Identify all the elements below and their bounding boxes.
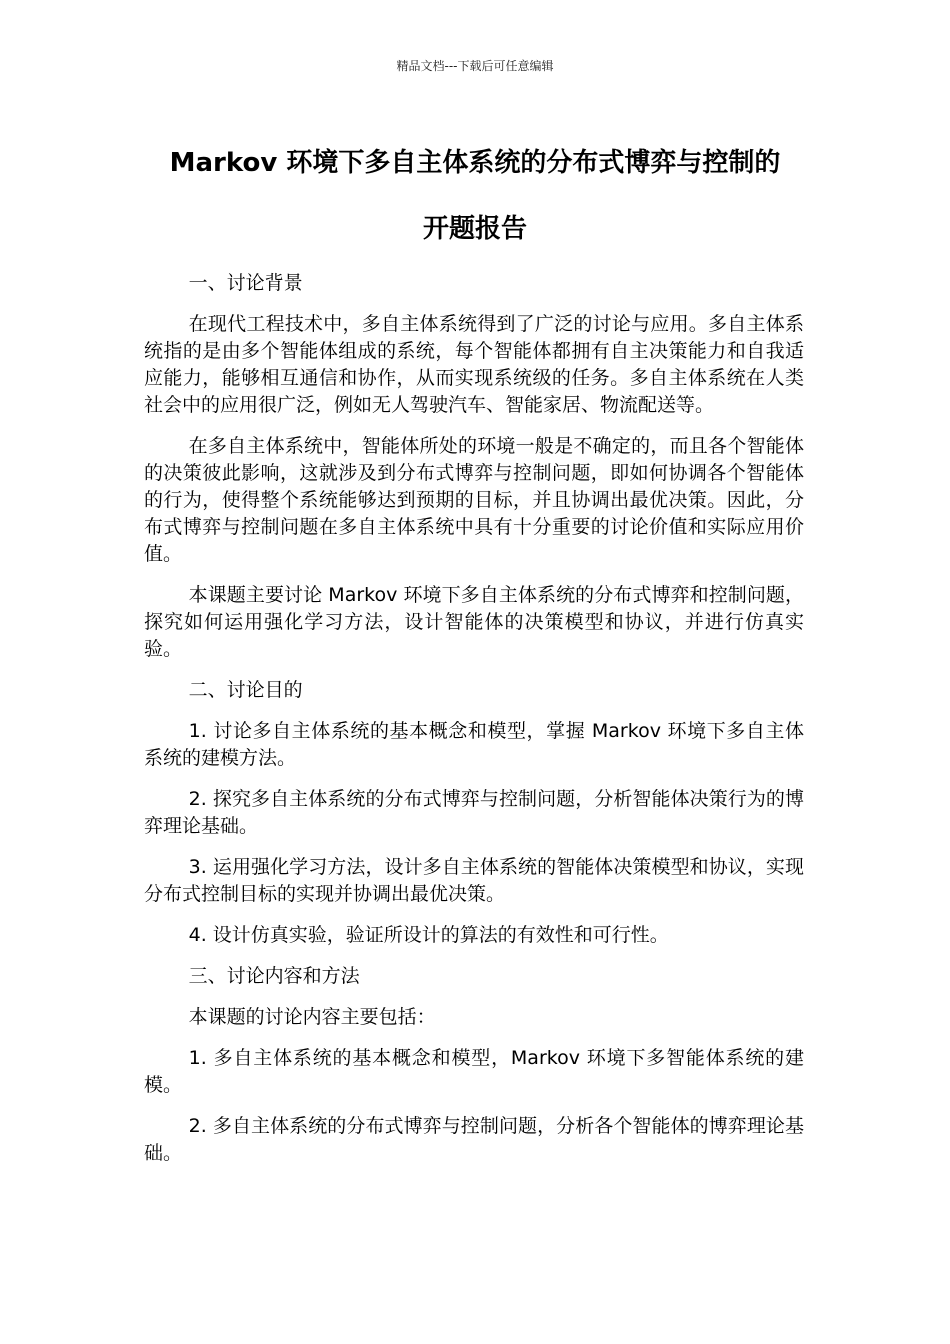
section-heading-content-methods: 三、讨论内容和方法: [188, 965, 360, 987]
purpose-item-3: 3. 运用强化学习方法，设计多自主体系统的智能体决策模型和协议，实现分布式控制目标的实现并协调出最优决策。: [144, 856, 804, 905]
section-heading-purpose: 二、讨论目的: [188, 679, 303, 701]
content-item-2: 2. 多自主体系统的分布式博弈与控制问题，分析各个智能体的博弈理论基础。: [144, 1115, 804, 1164]
purpose-item-2: 2. 探究多自主体系统的分布式博弈与控制问题，分析智能体决策行为的博弈理论基础。: [144, 788, 804, 837]
document-title: [120, 130, 830, 262]
content-intro: 本课题的讨论内容主要包括：: [188, 1006, 436, 1028]
paragraph-background-1: 在现代工程技术中，多自主体系统得到了广泛的讨论与应用。多自主体系统指的是由多个智能体组成的系统，每个智能体都拥有自主决策能力和自我适应能力，能够相互通信和协作，从而实现系统级的任务。多自主体系统在人类社会中的应用很广泛，例如无人驾驶汽车、智能家居、物流配送等。: [144, 313, 804, 416]
section-heading-background: 一、讨论背景: [188, 272, 303, 294]
paragraph-background-3: 本课题主要讨论 Markov 环境下多自主体系统的分布式博弈和控制问题，探究如何运用强化学习方法，设计智能体的决策模型和协议，并进行仿真实验。: [144, 584, 804, 660]
document-title-line-1: Markov 环境下多自主体系统的分布式博弈与控制的: [169, 148, 781, 178]
paragraph-background-2: 在多自主体系统中，智能体所处的环境一般是不确定的，而且各个智能体的决策彼此影响，这就涉及到分布式博弈与控制问题，即如何协调各个智能体的行为，使得整个系统能够达到预期的目标，并且协调出最优决策。因此，分布式博弈与控制问题在多自主体系统中具有十分重要的讨论价值和实际应用价值。: [144, 435, 804, 565]
header-note: 精品文档---下载后可任意编辑: [396, 59, 554, 73]
purpose-item-4: 4. 设计仿真实验，验证所设计的算法的有效性和可行性。: [188, 924, 669, 946]
document-body: [144, 270, 804, 1181]
content-item-1: 1. 多自主体系统的基本概念和模型，Markov 环境下多智能体系统的建模。: [144, 1047, 804, 1096]
document-title-line-2: 开题报告: [422, 214, 527, 244]
purpose-item-1: 1. 讨论多自主体系统的基本概念和模型，掌握 Markov 环境下多自主体系统的建模方法。: [144, 720, 804, 769]
